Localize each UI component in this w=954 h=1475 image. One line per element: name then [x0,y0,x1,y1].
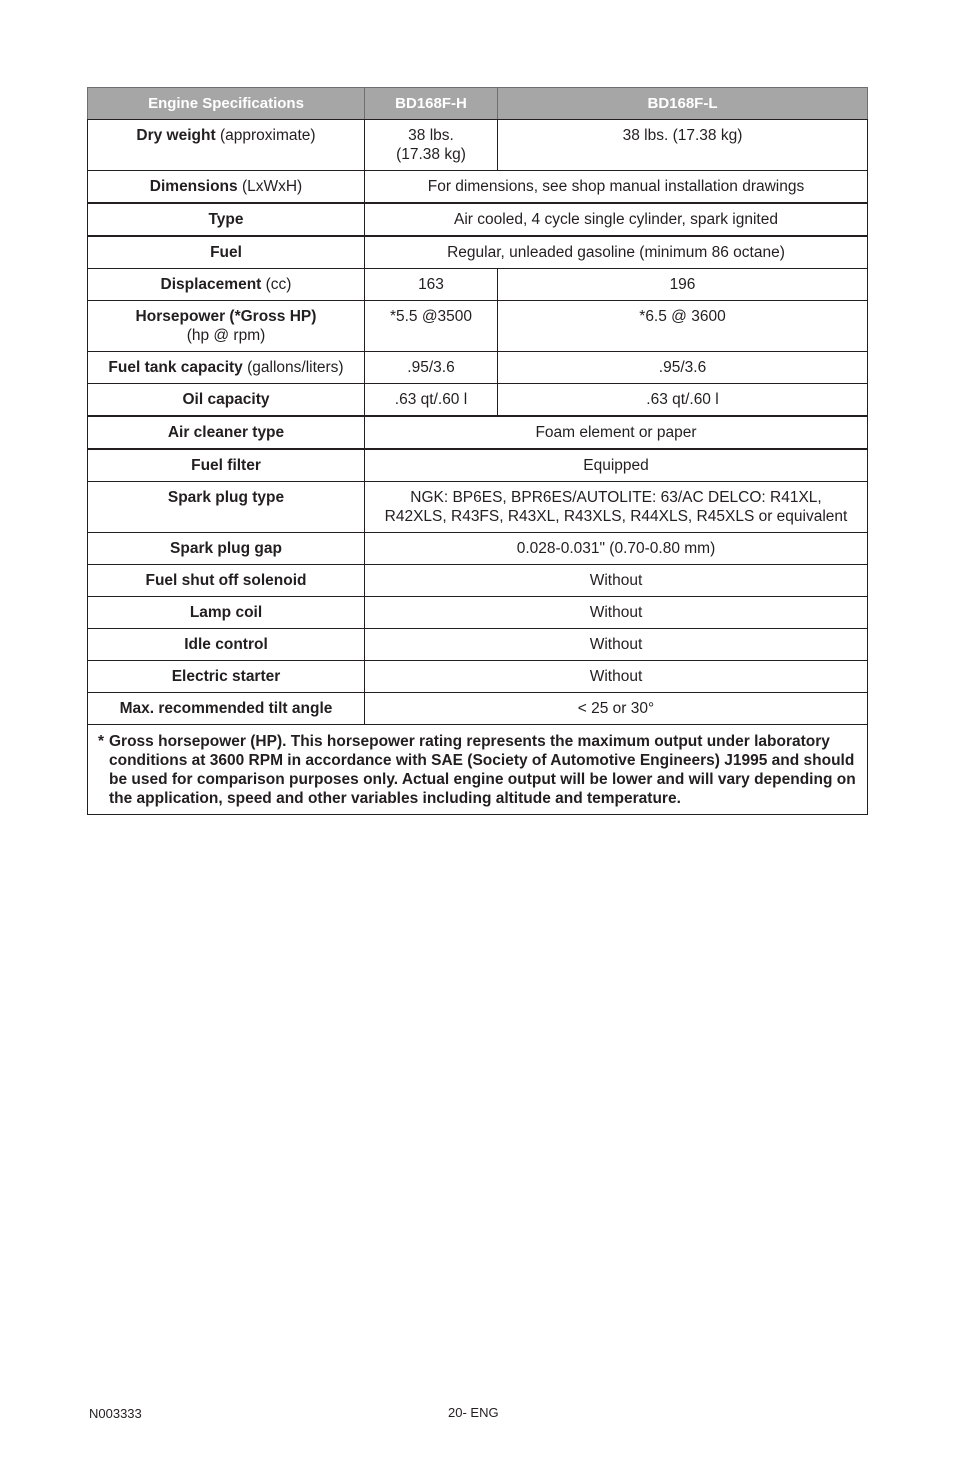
document-number: N003333 [89,1406,142,1421]
row-air-cleaner-type [88,416,868,449]
row-label: Fuel filter [88,449,365,482]
cell-bd168f-l: .95/3.6 [498,352,868,384]
row-label: Fuel [88,236,365,269]
header-bd168f-l: BD168F-L [498,88,868,120]
row-idle-control [88,629,868,661]
header-engine-specifications: Engine Specifications [88,88,365,120]
row-oil-capacity [88,384,868,417]
row-spark-plug-type [88,482,868,533]
cell-both-models: 0.028-0.031" (0.70-0.80 mm) [365,533,868,565]
engine-spec-table [87,87,868,815]
row-dry-weight [88,120,868,171]
header-bd168f-h: BD168F-H [365,88,498,120]
row-electric-starter [88,661,868,693]
cell-both-models: Without [365,565,868,597]
row-label: Spark plug type [88,482,365,533]
cell-both-models: NGK: BP6ES, BPR6ES/AUTOLITE: 63/AC DELCO: R41XL, R42XLS, R43FS, R43XL, R43XLS, R44XLS, R45XLS or equivalent [365,482,868,533]
cell-bd168f-h: 163 [365,269,498,301]
row-label: Idle control [88,629,365,661]
footnote-cell [88,725,868,815]
cell-bd168f-l: 38 lbs. (17.38 kg) [498,120,868,171]
row-label: Electric starter [88,661,365,693]
row-lamp-coil [88,597,868,629]
cell-both-models: Without [365,597,868,629]
row-displacement [88,269,868,301]
row-horsepower [88,301,868,352]
row-label: Spark plug gap [88,533,365,565]
row-label: Air cleaner type [88,416,365,449]
row-label: Type [88,203,365,236]
row-fuel-filter [88,449,868,482]
header-row [88,88,868,120]
cell-bd168f-l: *6.5 @ 3600 [498,301,868,352]
cell-both-models: < 25 or 30° [365,693,868,725]
row-label: Dimensions (LxWxH) [88,171,365,204]
row-label: Dry weight (approximate) [88,120,365,171]
row-label: Oil capacity [88,384,365,417]
row-fuel-tank-capacity [88,352,868,384]
cell-both-models: Air cooled, 4 cycle single cylinder, spark ignited [365,203,868,236]
row-dimensions [88,171,868,204]
row-spark-plug-gap [88,533,868,565]
cell-bd168f-l: 196 [498,269,868,301]
row-label: Max. recommended tilt angle [88,693,365,725]
cell-both-models: Regular, unleaded gasoline (minimum 86 octane) [365,236,868,269]
cell-both-models: Without [365,661,868,693]
cell-both-models: Without [365,629,868,661]
footnote-text: Gross horsepower (HP). This horsepower rating represents the maximum output under laboratory conditions at 3600 RPM in accordance with SAE (Society of Automotive Engineers) J1995 and should be used for comparison purposes only. Actual engine output will be lower and will vary depending on the application, speed and other variables including altitude and temperature. [109,733,856,807]
cell-both-models: For dimensions, see shop manual installation drawings [365,171,868,204]
footnote-marker: * [98,733,105,750]
cell-both-models: Equipped [365,449,868,482]
row-label: Fuel tank capacity (gallons/liters) [88,352,365,384]
cell-bd168f-h: 38 lbs. (17.38 kg) [365,120,498,171]
cell-bd168f-h: .95/3.6 [365,352,498,384]
row-label: Fuel shut off solenoid [88,565,365,597]
page-number: 20- ENG [448,1405,499,1420]
row-fuel [88,236,868,269]
cell-bd168f-l: .63 qt/.60 l [498,384,868,417]
cell-bd168f-h: .63 qt/.60 l [365,384,498,417]
cell-both-models: Foam element or paper [365,416,868,449]
row-label: Displacement (cc) [88,269,365,301]
row-label: Horsepower (*Gross HP) (hp @ rpm) [88,301,365,352]
row-max-tilt-angle [88,693,868,725]
row-type [88,203,868,236]
footnote-row [88,725,868,815]
row-fuel-shut-off-solenoid [88,565,868,597]
cell-bd168f-h: *5.5 @3500 [365,301,498,352]
row-label: Lamp coil [88,597,365,629]
